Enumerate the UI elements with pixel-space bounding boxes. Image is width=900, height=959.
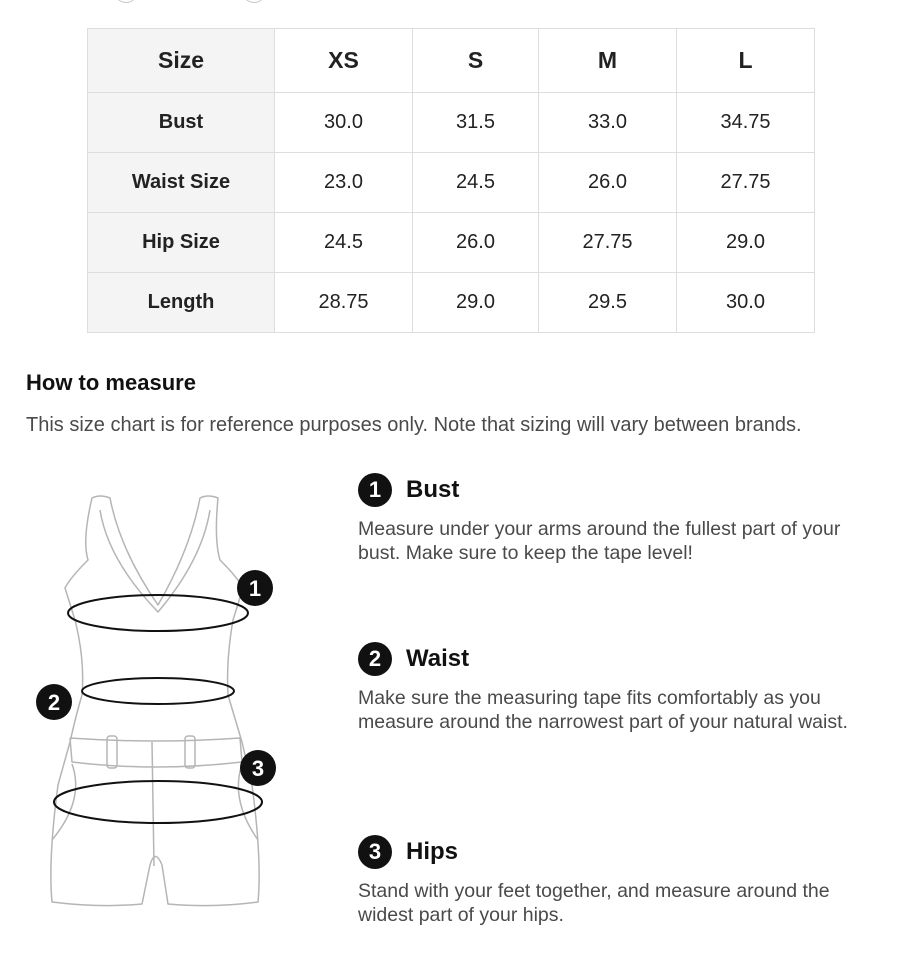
- table-cell: 29.0: [413, 273, 539, 333]
- step-header: [358, 642, 878, 676]
- badge-bust-number: 1: [248, 576, 262, 601]
- badge-waist-number: 2: [47, 690, 61, 715]
- step-title: Waist: [406, 645, 470, 672]
- badge-bust: [237, 570, 273, 606]
- table-cell: 31.5: [413, 93, 539, 153]
- table-cell: 24.5: [275, 213, 413, 273]
- step-number-badge: 1: [358, 473, 392, 507]
- how-to-measure-title: How to measure: [26, 370, 196, 395]
- table-cell: 27.75: [539, 213, 677, 273]
- step-header: [358, 835, 878, 869]
- table-cell: 23.0: [275, 153, 413, 213]
- table-row: [88, 93, 815, 153]
- table-cell: 34.75: [677, 93, 815, 153]
- bust-measure-band: [68, 595, 248, 631]
- badge-waist: [36, 684, 72, 720]
- reference-note: This size chart is for reference purposes only. Note that sizing will vary between brands.: [26, 414, 802, 436]
- table-header-cell: XS: [275, 29, 413, 93]
- unit-radio-1[interactable]: [114, 0, 138, 3]
- table-cell: 28.75: [275, 273, 413, 333]
- table-header-cell: S: [413, 29, 539, 93]
- hip-measure-band: [54, 781, 262, 823]
- table-cell: 24.5: [413, 153, 539, 213]
- step-description: Make sure the measuring tape fits comfortably as you measure around the narrowest part of your natural waist.: [358, 687, 848, 733]
- table-row: [88, 153, 815, 213]
- measure-step-hips: [358, 835, 878, 927]
- measure-step-bust: [358, 473, 878, 565]
- table-cell: 29.5: [539, 273, 677, 333]
- measure-step-waist: [358, 642, 878, 734]
- table-row: [88, 273, 815, 333]
- table-header-cell: Size: [88, 29, 275, 93]
- table-cell: 30.0: [677, 273, 815, 333]
- size-chart-table: [87, 28, 815, 333]
- row-label: Length: [88, 273, 275, 333]
- badge-hips: [240, 750, 276, 786]
- table-cell: 33.0: [539, 93, 677, 153]
- row-label: Hip Size: [88, 213, 275, 273]
- row-label: Waist Size: [88, 153, 275, 213]
- step-number-badge: 2: [358, 642, 392, 676]
- table-header-cell: M: [539, 29, 677, 93]
- step-description: Stand with your feet together, and measure around the widest part of your hips.: [358, 880, 830, 926]
- romper-illustration: [30, 480, 290, 920]
- unit-radio-2[interactable]: [242, 0, 266, 3]
- waist-measure-band: [82, 678, 234, 704]
- table-cell: 30.0: [275, 93, 413, 153]
- table-row: [88, 213, 815, 273]
- step-title: Bust: [406, 476, 460, 503]
- row-label: Bust: [88, 93, 275, 153]
- table-header-row: [88, 29, 815, 93]
- garment-outline: [51, 496, 262, 906]
- table-cell: 29.0: [677, 213, 815, 273]
- step-number-badge: 3: [358, 835, 392, 869]
- badge-hips-number: 3: [251, 756, 265, 781]
- table-cell: 26.0: [413, 213, 539, 273]
- step-header: [358, 473, 878, 507]
- table-cell: 27.75: [677, 153, 815, 213]
- step-title: Hips: [406, 838, 459, 865]
- table-header-cell: L: [677, 29, 815, 93]
- step-description: Measure under your arms around the fullest part of your bust. Make sure to keep the tape level!: [358, 518, 841, 564]
- table-cell: 26.0: [539, 153, 677, 213]
